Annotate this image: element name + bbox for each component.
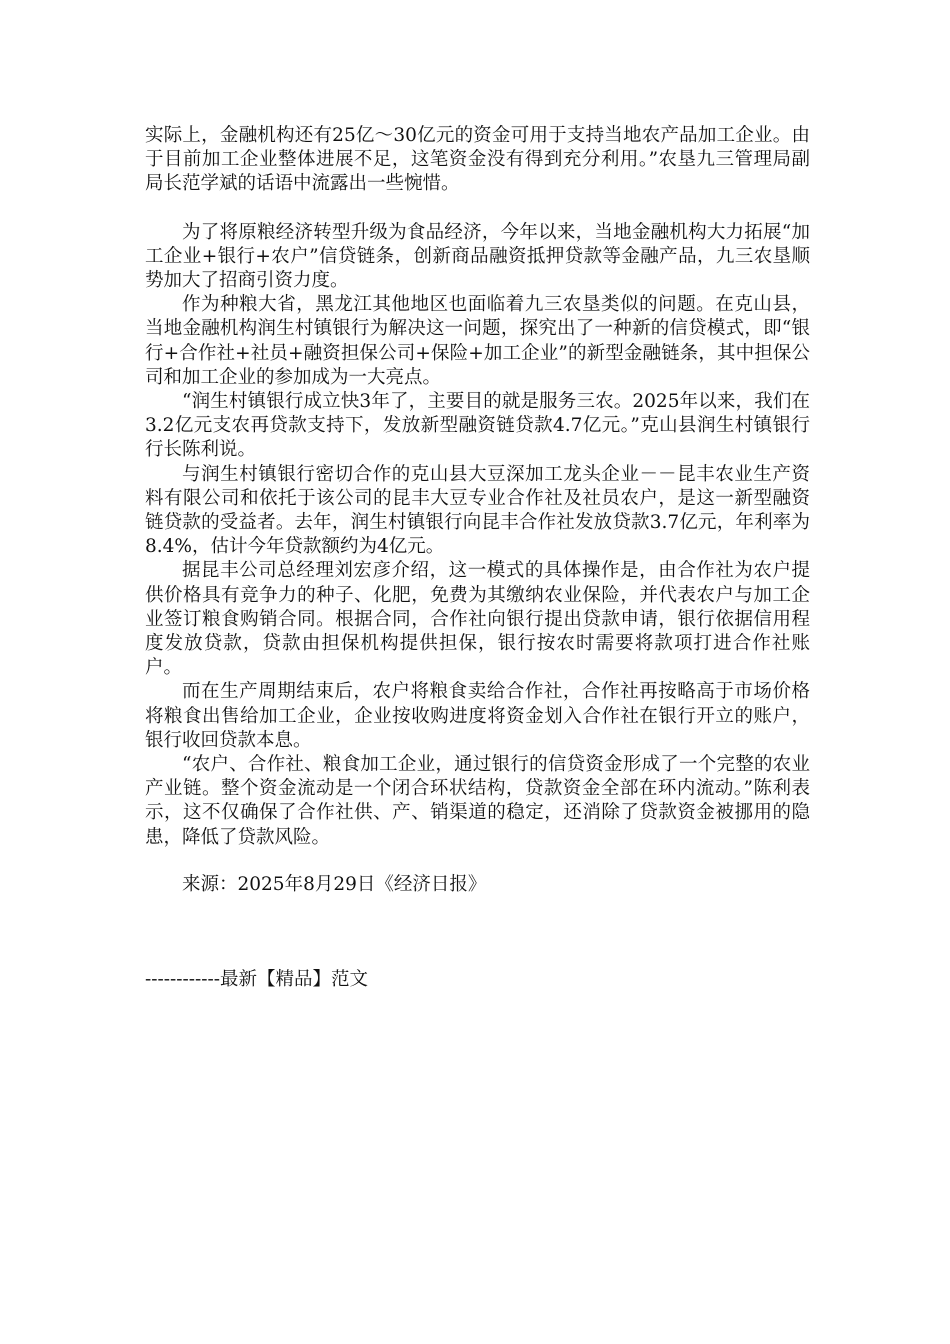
source-line: 来源：2025年8月29日《经济日报》 bbox=[182, 873, 487, 895]
paragraph-conclusion: “农户、合作社、粮食加工企业，通过银行的信贷资金形成了一个完整的农业产业链。整个资金流动是一个闭合环状结构，贷款资金全部在环内流动。”陈利表示，这不仅确保了合作社供、产、销渠道的稳定，还消除了贷款资金被挪用的隐患，降低了贷款风险。 bbox=[145, 754, 810, 848]
document-page bbox=[145, 124, 810, 992]
paragraph-cycle: 而在生产周期结束后，农户将粮食卖给合作社，合作社再按略高于市场价格将粮食出售给加工企业，企业按收购进度将资金划入合作社在银行开立的账户，银行收回贷款本息。 bbox=[145, 681, 810, 751]
paragraph-bank-quote: “润生村镇银行成立快3年了，主要目的就是服务三农。2025年以来，我们在3.2亿元支农再贷款支持下，发放新型融资链贷款4.7亿元。”克山县润生村镇银行行长陈利说。 bbox=[145, 391, 810, 461]
paragraph-operation: 据昆丰公司总经理刘宏彦介绍，这一模式的具体操作是，由合作社为农户提供价格具有竞争力的种子、化肥，免费为其缴纳农业保险，并代表农户与加工企业签订粮食购销合同。根据合同，合作社向银行提出贷款申请，银行依据信用程度发放贷款，贷款由担保机构提供担保，银行按农时需要将款项打进合作社账户。 bbox=[145, 560, 810, 679]
paragraph-intro: 实际上，金融机构还有25亿～30亿元的资金可用于支持当地农产品加工企业。由于目前加工企业整体进展不足，这笔资金没有得到充分利用。”农垦九三管理局副局长范学斌的话语中流露出一些惋惜。 bbox=[145, 125, 810, 195]
paragraph-transformation: 为了将原粮经济转型升级为食品经济，今年以来，当地金融机构大力拓展“加工企业+银行+农户”信贷链条，创新商品融资抵押贷款等金融产品，九三农垦顺势加大了招商引资力度。 bbox=[145, 221, 810, 292]
paragraph-beneficiary: 与润生村镇银行密切合作的克山县大豆深加工龙头企业－－昆丰农业生产资料有限公司和依托于该公司的昆丰大豆专业合作社及社员农户，是这一新型融资链贷款的受益者。去年，润生村镇银行向昆丰合作社发放贷款3.7亿元，年利率为8.4%，估计今年贷款额约为4亿元。 bbox=[145, 463, 810, 558]
footer-line: ------------最新【精品】范文 bbox=[145, 969, 369, 991]
paragraph-heilongjiang: 作为种粮大省，黑龙江其他地区也面临着九三农垦类似的问题。在克山县，当地金融机构润生村镇银行为解决这一问题，探究出了一种新的信贷模式，即“银行+合作社+社员+融资担保公司+保险+加工企业”的新型金融链条，其中担保公司和加工企业的参加成为一大亮点。 bbox=[145, 294, 810, 388]
